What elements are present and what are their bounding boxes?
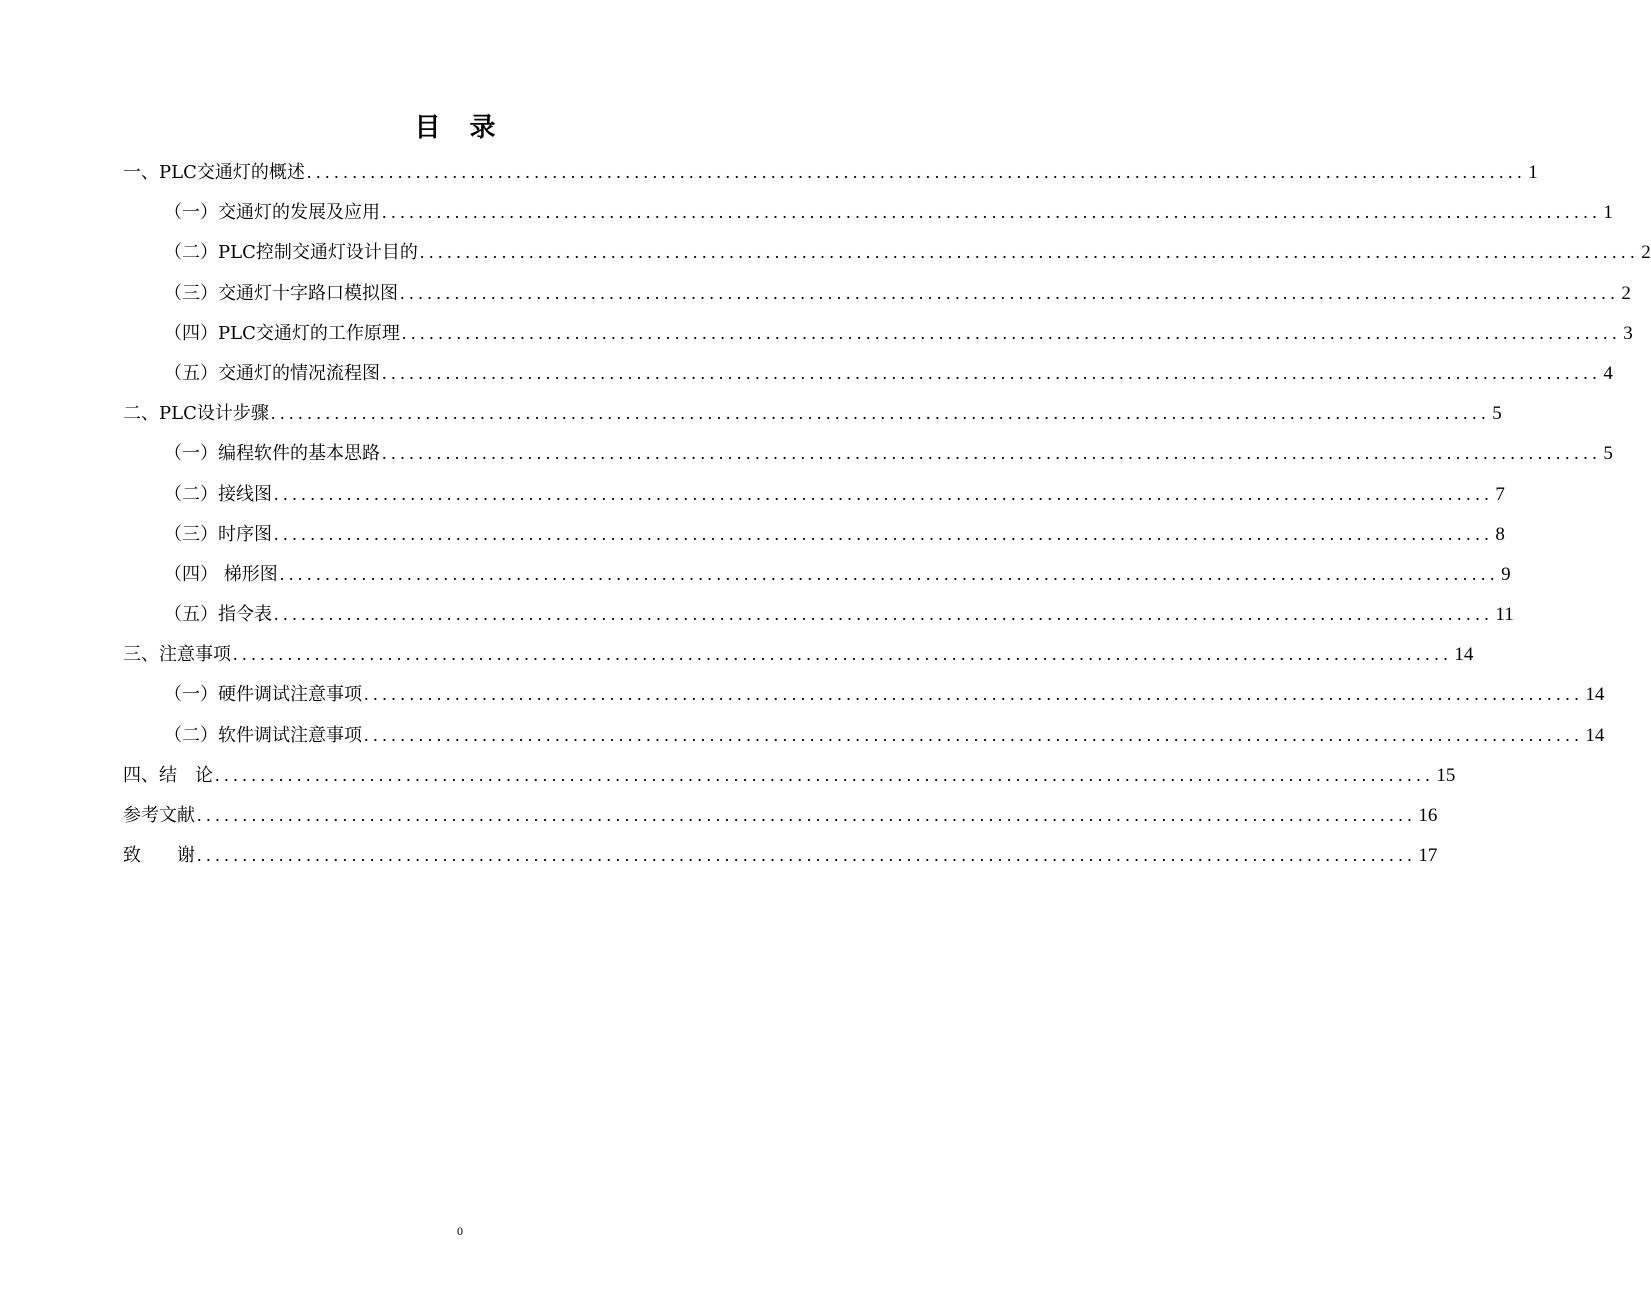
toc-entry-development[interactable] [123,192,1613,232]
toc-entry-page: 14 [1585,684,1605,706]
toc-entry-label: （一）硬件调试注意事项 [164,684,362,706]
toc-entry-page: 17 [1418,845,1438,867]
toc-entry-page: 8 [1495,523,1505,545]
dot-leader: ...................................................................................................................................... [382,362,1602,383]
page-title: 目 录 [414,113,506,143]
toc-entry-page: 16 [1418,805,1438,826]
toc-entry-references[interactable] [123,795,1438,835]
toc-entry-label: （五）指令表 [164,604,272,626]
footer-page-number: 0 [457,1224,463,1238]
toc-entry-page: 1 [1528,162,1538,183]
toc-entry-hardware-debug[interactable] [123,674,1605,714]
toc-entry-label: （一）交通灯的发展及应用 [164,202,380,224]
toc-entry-page: 14 [1454,644,1474,666]
toc-entry-ladder-diagram[interactable] [123,554,1511,594]
toc-entry-page: 4 [1603,362,1613,384]
toc-entry-page: 7 [1495,483,1505,505]
toc-entry-timing-diagram[interactable] [123,514,1505,554]
toc-entry-flowchart[interactable] [123,353,1613,393]
toc-entry-conclusion[interactable] [123,755,1456,795]
toc-entry-software-debug[interactable] [123,715,1605,755]
toc-entry-page: 14 [1585,724,1605,746]
toc-entry-label: 致 谢 [123,845,195,867]
toc-entry-working-principle[interactable] [123,313,1633,353]
toc-entry-design-goal[interactable] [123,232,1651,272]
dot-leader: ...................................................................................................................................... [401,322,1622,343]
toc-entry-page: 5 [1492,403,1502,425]
toc-entry-label: （二）软件调试注意事项 [164,724,362,746]
toc-entry-programming-idea[interactable] [123,433,1613,473]
toc-entry-label: 参考文献 [123,805,195,826]
toc-entry-page: 2 [1641,242,1651,264]
dot-leader: ...................................................................................................................................... [197,845,1417,866]
toc-entry-design-steps[interactable] [123,393,1502,433]
dot-leader: ...................................................................................................................................... [419,242,1640,263]
dot-leader: ...................................................................................................................................... [279,563,1500,584]
toc-entry-page: 2 [1621,282,1631,304]
dot-leader: ...................................................................................................................................... [270,403,1491,424]
toc-entry-label: 一、PLC交通灯的概述 [123,162,305,183]
dot-leader: ...................................................................................................................................... [364,684,1584,705]
dot-leader: ...................................................................................................................................... [382,202,1602,223]
toc-entry-page: 15 [1436,764,1456,786]
table-of-contents [123,152,1651,875]
dot-leader: ...................................................................................................................................... [274,604,1494,625]
toc-entry-label: （四） 梯形图 [164,563,278,585]
dot-leader: ...................................................................................................................................... [274,523,1494,544]
toc-entry-wiring-diagram[interactable] [123,474,1505,514]
dot-leader: ...................................................................................................................................... [364,724,1584,745]
toc-entry-page: 9 [1501,563,1511,585]
toc-entry-label: （一）编程软件的基本思路 [164,443,380,465]
dot-leader: ...................................................................................................................................... [274,483,1494,504]
toc-entry-label: （二）接线图 [164,483,272,505]
toc-entry-label: （二）PLC控制交通灯设计目的 [164,242,418,264]
toc-entry-page: 1 [1603,202,1613,224]
dot-leader: ...................................................................................................................................... [382,443,1602,464]
toc-entry-label: （三）时序图 [164,523,272,545]
dot-leader: ...................................................................................................................................... [400,282,1620,303]
toc-entry-page: 11 [1495,604,1514,626]
toc-entry-label: （五）交通灯的情况流程图 [164,362,380,384]
toc-entry-plc-overview[interactable] [123,152,1538,192]
toc-entry-acknowledgements[interactable] [123,835,1438,875]
toc-entry-page: 3 [1623,322,1633,344]
toc-entry-label: （三）交通灯十字路口模拟图 [164,282,398,304]
toc-entry-precautions[interactable] [123,634,1474,674]
dot-leader: ...................................................................................................................................... [215,764,1435,785]
toc-entry-label: 四、结 论 [123,764,213,786]
toc-entry-instruction-list[interactable] [123,594,1514,634]
toc-entry-crossroad-diagram[interactable] [123,273,1631,313]
dot-leader: ...................................................................................................................................... [306,162,1527,182]
dot-leader: ...................................................................................................................................... [233,644,1453,665]
toc-entry-page: 5 [1603,443,1613,465]
toc-entry-label: 三、注意事项 [123,644,231,666]
toc-entry-label: （四）PLC交通灯的工作原理 [164,322,400,344]
toc-entry-label: 二、PLC设计步骤 [123,403,269,425]
dot-leader: ...................................................................................................................................... [197,805,1417,825]
